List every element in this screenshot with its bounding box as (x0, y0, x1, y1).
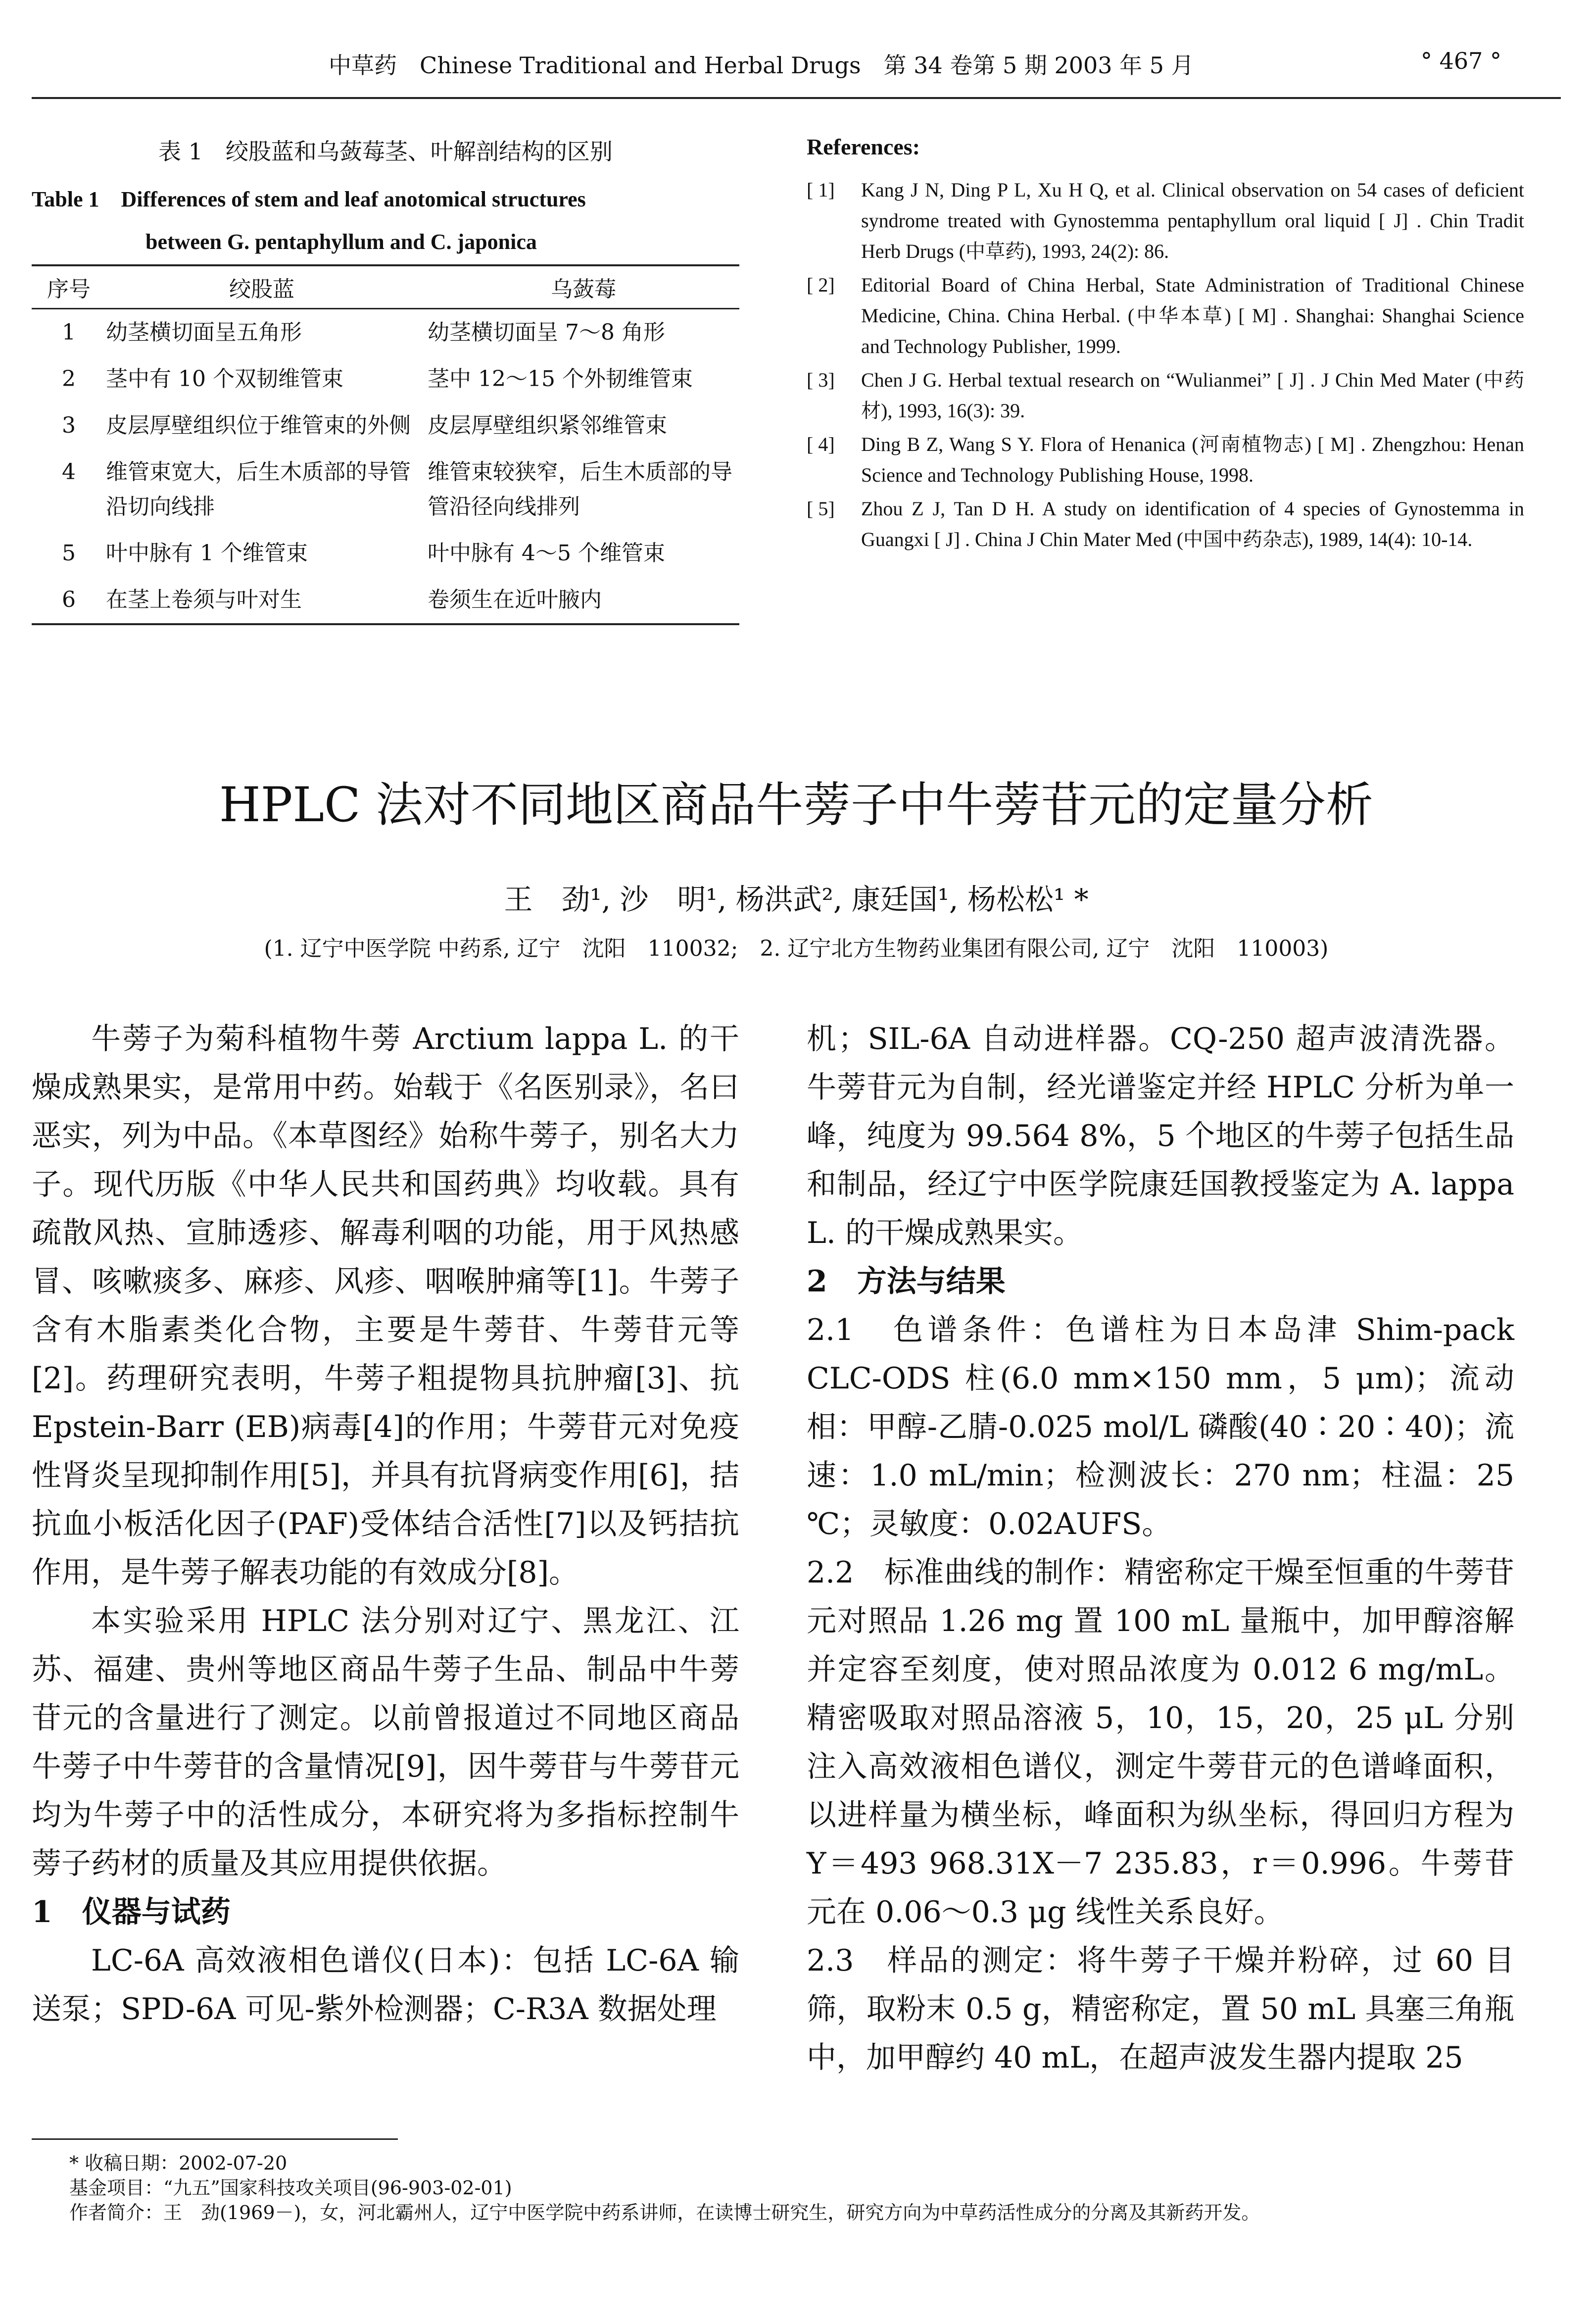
reference-item (807, 429, 1524, 491)
journal-header: 中草药 Chinese Traditional and Herbal Drugs 第 34 卷第 5 期 2003 年 5 月 (329, 52, 1194, 79)
table-caption-english-line2: between G. pentaphyllum and C. japonica (145, 230, 537, 254)
footnote (69, 2151, 1529, 2225)
table-cell: 维管束较狭窄，后生木质部的导管沿径向线排列 (428, 459, 732, 519)
running-header (32, 43, 1561, 99)
body-paragraph: 2.1 色谱条件：色谱柱为日本岛津 Shim-pack CLC-ODS 柱(6.0 mm×150 mm，5 μm)；流动相：甲醇-乙腈-0.025 mol/L 磷酸(40∶20∶40)；流速：1.0 mL/min；检测波长：270 nm；柱温：25 ℃；灵敏度：0.02AUFS。 (807, 1313, 1514, 1541)
body-paragraph: 牛蒡子为菊科植物牛蒡 Arctium lappa L. 的干燥成熟果实，是常用中药。始载于《名医别录》，名曰恶实，列为中品。《本草图经》始称牛蒡子，别名大力子。现代历版《中华人民共和国药典》均收载。具有疏散风热、宣肺透疹、解毒利咽的功能，用于风热感冒、咳嗽痰多、麻疹、风疹、咽喉肿痛等[1]。牛蒡子含有木脂素类化合物，主要是牛蒡苷、牛蒡苷元等[2]。药理研究表明，牛蒡子粗提物具抗肿瘤[3]、抗 Epstein-Barr (EB)病毒[4]的作用；牛蒡苷元对免疫性肾炎呈现抑制作用[5]，并具有抗肾病变作用[6]，拮抗血小板活化因子(PAF)受体结合活性[7]以及钙拮抗作用，是牛蒡子解表功能的有效成分[8]。 (32, 1022, 739, 1590)
body-column-left (32, 1015, 739, 2033)
reference-number: [ 5] (807, 497, 835, 520)
article-authors: 王 劲¹, 沙 明¹, 杨洪武², 康廷国¹, 杨松松¹ * (504, 883, 1089, 916)
table-row (32, 356, 739, 402)
body-paragraph: 机；SIL-6A 自动进样器。CQ-250 超声波清洗器。牛蒡苷元为自制，经光谱鉴定并经 HPLC 分析为单一峰，纯度为 99.564 8%，5 个地区的牛蒡子包括生品和制品，经辽宁中医学院康廷国教授鉴定为 A. lappa L. 的干燥成熟果实。 (807, 1022, 1514, 1250)
reference-text: Chen J G. Herbal textual research on “Wulianmei” [ J] . J Chin Med Mater (中药材), 1993, 16(3): 39. (861, 369, 1524, 422)
table-cell: 幼茎横切面呈 7～8 角形 (428, 320, 665, 345)
table-row (32, 309, 739, 356)
table-cell: 维管束宽大，后生木质部的导管沿切向线排 (106, 459, 411, 519)
table-cell: 茎中 12～15 个外韧维管束 (428, 366, 693, 392)
reference-item (807, 365, 1524, 426)
table-cell-no: 4 (62, 459, 76, 485)
table-caption-chinese: 表 1 绞股蓝和乌蔹莓茎、叶解剖结构的区别 (158, 138, 613, 165)
footnote-received: * 收稿日期：2002-07-20 (69, 2152, 288, 2174)
table-cell: 幼茎横切面呈五角形 (106, 320, 302, 345)
table-caption-english (32, 178, 739, 263)
footnote-author: 作者简介：王 劲(1969－)，女，河北霸州人，辽宁中医学院中药系讲师，在读博士研究生，研究方向为中草药活性成分的分离及其新药开发。 (69, 2202, 1260, 2224)
reference-item (807, 175, 1524, 267)
table-cell: 皮层厚壁组织紧邻维管束 (428, 413, 667, 438)
author-affiliation: (1. 辽宁中医学院 中药系, 辽宁 沈阳 110032; 2. 辽宁北方生物药业集团有限公司, 辽宁 沈阳 110003) (264, 936, 1329, 961)
table-cell-no: 1 (62, 320, 76, 345)
section-heading: 2 方法与结果 (807, 1264, 1006, 1299)
reference-item (807, 494, 1524, 555)
footnote-fund: 基金项目：“九五”国家科技攻关项目(96-903-02-01) (69, 2177, 512, 2199)
body-paragraph: LC-6A 高效液相色谱仪(日本)：包括 LC-6A 输送泵；SPD-6A 可见-紫外检测器；C-R3A 数据处理 (32, 1943, 739, 2027)
body-column-right (807, 1015, 1514, 2082)
references-heading: References: (807, 134, 920, 159)
table-cell: 卷须生在近叶腋内 (428, 587, 602, 612)
reference-number: [ 4] (807, 433, 835, 455)
table-header-no: 序号 (47, 277, 91, 302)
reference-text: Zhou Z J, Tan D H. A study on identification of 4 species of Gynostemma in Guangxi [ J] . China J Chin Mater Med (中国中药杂志), 1989, 14(4): 10-14. (861, 497, 1524, 550)
table-row (32, 449, 739, 530)
reference-number: [ 1] (807, 179, 835, 201)
table-cell-no: 3 (62, 413, 76, 438)
section-heading: 1 仪器与试药 (32, 1895, 231, 1929)
table-cell-no: 2 (62, 366, 76, 392)
table-row (32, 530, 739, 577)
body-paragraph: 2.2 标准曲线的制作：精密称定干燥至恒重的牛蒡苷元对照品 1.26 mg 置 100 mL 量瓶中，加甲醇溶解并定容至刻度，使对照品浓度为 0.012 6 mg/mL。精密吸取对照品溶液 5，10，15，20，25 μL 分别注入高效液相色谱仪，测定牛蒡苷元的色谱峰面积，以进样量为横坐标，峰面积为纵坐标，得回归方程为 Y＝493 968.31X－7 235.83，r＝0.996。牛蒡苷元在 0.06～0.3 μg 线性关系良好。 (807, 1555, 1514, 1929)
table-header-row (32, 266, 739, 309)
anatomy-table (32, 264, 739, 625)
reference-number: [ 2] (807, 274, 835, 296)
table-cell: 叶中脉有 1 个维管束 (106, 541, 308, 566)
footnote-divider (32, 2138, 398, 2140)
table-cell-no: 6 (62, 587, 76, 612)
table-header-cayratia: 乌蔹莓 (551, 277, 616, 302)
table-cell: 叶中脉有 4～5 个维管束 (428, 541, 665, 566)
references-section (807, 134, 1524, 558)
reference-item (807, 270, 1524, 362)
table-header-gynostemma: 绞股蓝 (229, 277, 294, 302)
reference-text: Editorial Board of China Herbal, State Administration of Traditional Chinese Medicine, China. China Herbal. (中华本草) [ M] . Shanghai: Shanghai Science and Technology Publisher, 1999. (861, 274, 1524, 357)
reference-text: Ding B Z, Wang S Y. Flora of Henanica (河南植物志) [ M] . Zhengzhou: Henan Science and Technology Publishing House, 1998. (861, 433, 1524, 486)
table-caption-english-line1: Table 1 Differences of stem and leaf anotomical structures (32, 187, 586, 211)
table-row (32, 402, 739, 449)
body-paragraph: 2.3 样品的测定：将牛蒡子干燥并粉碎，过 60 目筛，取粉末 0.5 g，精密称定，置 50 mL 具塞三角瓶中，加甲醇约 40 mL，在超声波发生器内提取 25 (807, 1943, 1514, 2075)
page-number: ° 467 ° (1420, 48, 1501, 74)
reference-text: Kang J N, Ding P L, Xu H Q, et al. Clinical observation on 54 cases of deficient syndrome treated with Gynostemma pentaphyllum oral liquid [ J] . Chin Tradit Herb Drugs (中草药), 1993, 24(2): 86. (861, 179, 1524, 262)
article-title: HPLC 法对不同地区商品牛蒡子中牛蒡苷元的定量分析 (219, 777, 1374, 833)
table-cell: 皮层厚壁组织位于维管束的外侧 (106, 413, 411, 438)
body-paragraph: 本实验采用 HPLC 法分别对辽宁、黑龙江、江苏、福建、贵州等地区商品牛蒡子生品、制品中牛蒡苷元的含量进行了测定。以前曾报道过不同地区商品牛蒡子中牛蒡苷的含量情况[9]，因牛蒡苷与牛蒡苷元均为牛蒡子中的活性成分，本研究将为多指标控制牛蒡子药材的质量及其应用提供依据。 (32, 1604, 739, 1881)
reference-number: [ 3] (807, 369, 835, 391)
table-cell: 在茎上卷须与叶对生 (106, 587, 302, 612)
table-cell-no: 5 (62, 541, 76, 566)
table-cell: 茎中有 10 个双韧维管束 (106, 366, 343, 392)
table-row (32, 577, 739, 623)
